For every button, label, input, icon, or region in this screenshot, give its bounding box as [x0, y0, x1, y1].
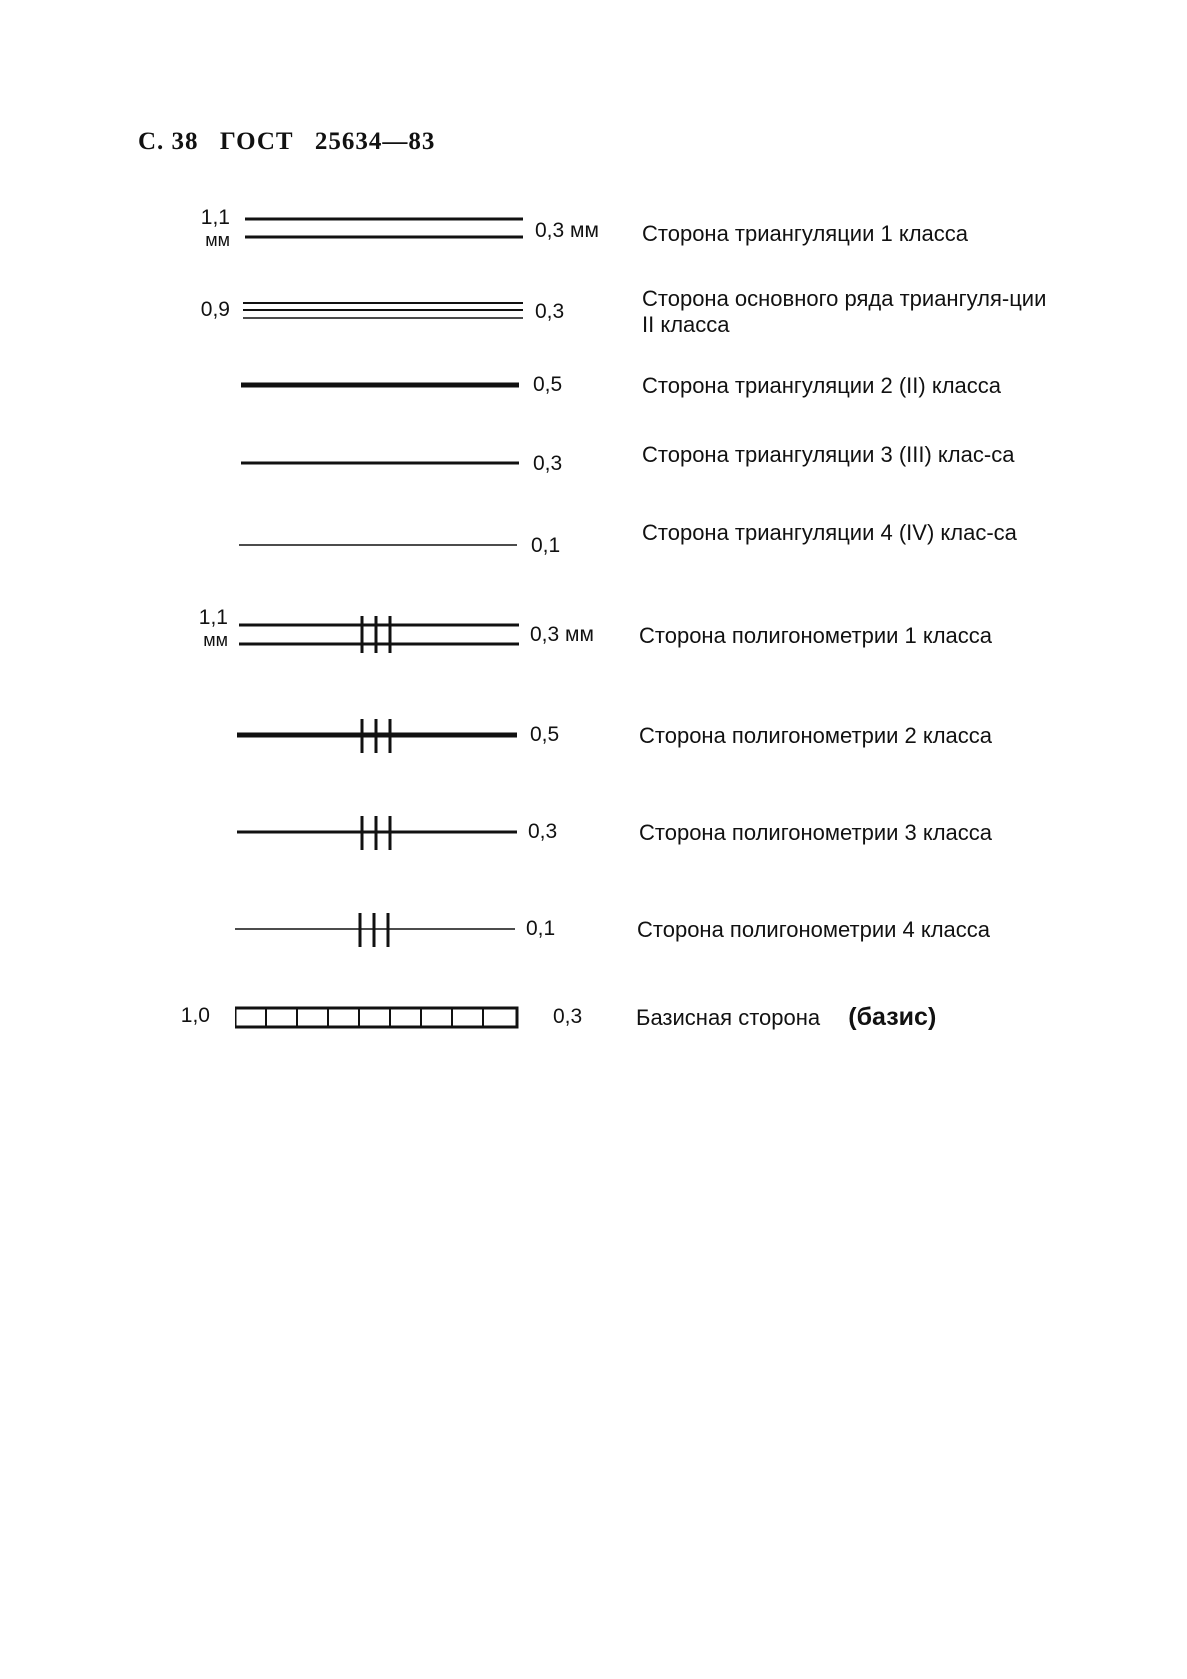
- symbol-line-ticks: [235, 909, 525, 949]
- symbol-single-line: [235, 370, 525, 400]
- left-width-label: 1,1: [200, 206, 230, 229]
- legend-description-wrap: [636, 1004, 996, 1031]
- symbol-single-line: [235, 448, 525, 478]
- symbol-double-line-ticks: [235, 605, 525, 655]
- left-unit-label: мм: [205, 230, 230, 250]
- right-width-label: 0,1: [531, 534, 561, 557]
- right-width-label: 0,3 мм: [535, 219, 599, 242]
- legend-description: Сторона триангуляции 2 (II) класса: [642, 373, 1002, 398]
- right-width-label: 0,1: [526, 917, 556, 940]
- right-width-label: 0,3: [535, 300, 565, 323]
- symbol-single-line: [235, 530, 525, 560]
- right-width-label: 0,3: [553, 1005, 583, 1028]
- legend-description-suffix: (базис): [848, 1003, 937, 1031]
- right-width-label: 0,5: [533, 373, 563, 396]
- legend-description: Сторона триангуляции 4 (IV) клас-са: [642, 520, 1017, 545]
- legend-description: Сторона триангуляции 3 (III) клас-са: [642, 442, 1015, 467]
- right-width-label: 0,3: [528, 820, 558, 843]
- legend-description: Сторона полигонометрии 4 класса: [637, 917, 991, 942]
- standard-number: 25634—83: [314, 128, 436, 155]
- symbol-baseline-bar: [235, 1004, 525, 1034]
- left-unit-label: мм: [203, 630, 228, 650]
- legend-description: Базисная сторона: [636, 1005, 821, 1030]
- left-width-label: 0,9: [200, 298, 230, 321]
- standard-label: ГОСТ: [219, 128, 294, 155]
- legend-description: Сторона полигонометрии 3 класса: [639, 820, 993, 845]
- symbol-triple-line: [235, 290, 525, 330]
- page-number: С. 38: [138, 128, 199, 155]
- legend-description: Сторона полигонометрии 2 класса: [639, 723, 993, 748]
- legend-description: Сторона полигонометрии 1 класса: [639, 623, 993, 648]
- right-width-label: 0,5: [530, 723, 560, 746]
- legend-description: Сторона триангуляции 1 класса: [642, 221, 969, 246]
- left-width-label: 1,0: [180, 1004, 210, 1027]
- left-width-label: 1,1: [198, 606, 228, 629]
- right-width-label: 0,3: [533, 452, 563, 475]
- symbol-line-ticks: [235, 812, 525, 852]
- symbol-double-line: [235, 205, 525, 245]
- right-width-label: 0,3 мм: [530, 623, 594, 646]
- legend-description: Сторона основного ряда триангуля-ции II класса: [642, 286, 1047, 337]
- symbol-line-ticks: [235, 715, 525, 755]
